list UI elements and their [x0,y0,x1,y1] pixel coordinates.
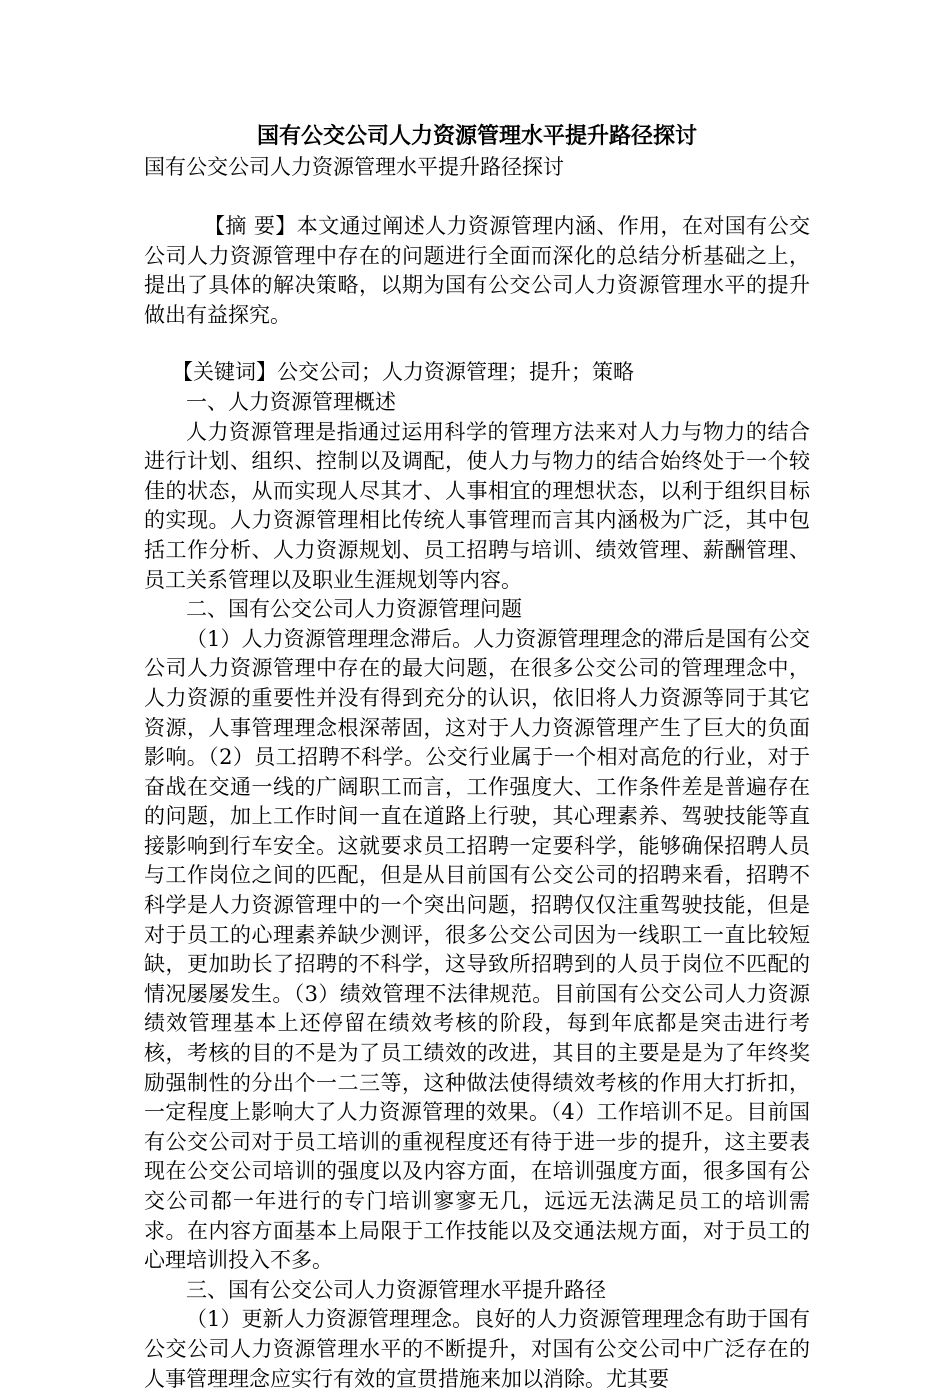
keywords-line: 【关键词】公交公司；人力资源管理；提升；策略 [172,360,634,385]
section-1-heading: 一、人力资源管理概述 [186,389,396,414]
section-3-body: （1）更新人力资源管理理念。良好的人力资源管理理念有助于国有公交公司人力资源管理水平的不断提升，对国有公交公司中广泛存在的人事管理理念应实行有效的宣贯措施来加以消除。尤其要 [144,1307,810,1391]
document-subtitle: 国有公交公司人力资源管理水平提升路径探讨 [144,155,564,179]
section-2-body: （1）人力资源管理理念滞后。人力资源管理理念的滞后是国有公交公司人力资源管理中存在的最大问题，在很多公交公司的管理理念中，人力资源的重要性并没有得到充分的认识，依旧将人力资源等同于其它资源，人事管理理念根深蒂固，这对于人力资源管理产生了巨大的负面影响。（2）员工招聘不科学。公交行业属于一个相对高危的行业，对于奋战在交通一线的广阔职工而言，工作强度大、工作条件差是普遍存在的问题，加上工作时间一直在道路上行驶，其心理素养、驾驶技能等直接影响到行车安全。这就要求员工招聘一定要科学，能够确保招聘人员与工作岗位之间的匹配，但是从目前国有公交公司的招聘来看，招聘不科学是人力资源管理中的一个突出问题，招聘仅仅注重驾驶技能，但是对于员工的心理素养缺少测评，很多公交公司因为一线职工一直比较短缺，更加助长了招聘的不科学，这导致所招聘到的人员于岗位不匹配的情况屡屡发生。（3）绩效管理不法律规范。目前国有公交公司人力资源绩效管理基本上还停留在绩效考核的阶段，每到年底都是突击进行考核，考核的目的不是为了员工绩效的改进，其目的主要是是为了年终奖励强制性的分出个一二三等，这种做法使得绩效考核的作用大打折扣，一定程度上影响大了人力资源管理的效果。（4）工作培训不足。目前国有公交公司对于员工培训的重视程度还有待于进一步的提升，这主要表现在公交公司培训的强度以及内容方面，在培训强度方面，很多国有公交公司都一年进行的专门培训寥寥无几，远远无法满足员工的培训需求。在内容方面基本上局限于工作技能以及交通法规方面，对于员工的心理培训投入不多。 [144,626,810,1273]
section-1-body: 人力资源管理是指通过运用科学的管理方法来对人力与物力的结合进行计划、组织、控制以及调配，使人力与物力的结合始终处于一个较佳的状态，从而实现人尽其才、人事相宜的理想状态，以利于组织目标的实现。人力资源管理相比传统人事管理而言其内涵极为广泛，其中包括工作分析、人力资源规划、员工招聘与培训、绩效管理、薪酬管理、员工关系管理以及职业生涯规划等内容。 [144,419,810,592]
document-title: 国有公交公司人力资源管理水平提升路径探讨 [256,123,697,149]
abstract-paragraph: 【摘 要】本文通过阐述人力资源管理内涵、作用，在对国有公交公司人力资源管理中存在的问题进行全面而深化的总结分析基础之上，提出了具体的解决策略，以期为国有公交公司人力资源管理水平的提升做出有益探究。 [144,214,810,327]
document-page [144,120,810,1394]
section-2-heading: 二、国有公交公司人力资源管理问题 [186,597,522,622]
section-3-heading: 三、国有公交公司人力资源管理水平提升路径 [186,1277,606,1302]
